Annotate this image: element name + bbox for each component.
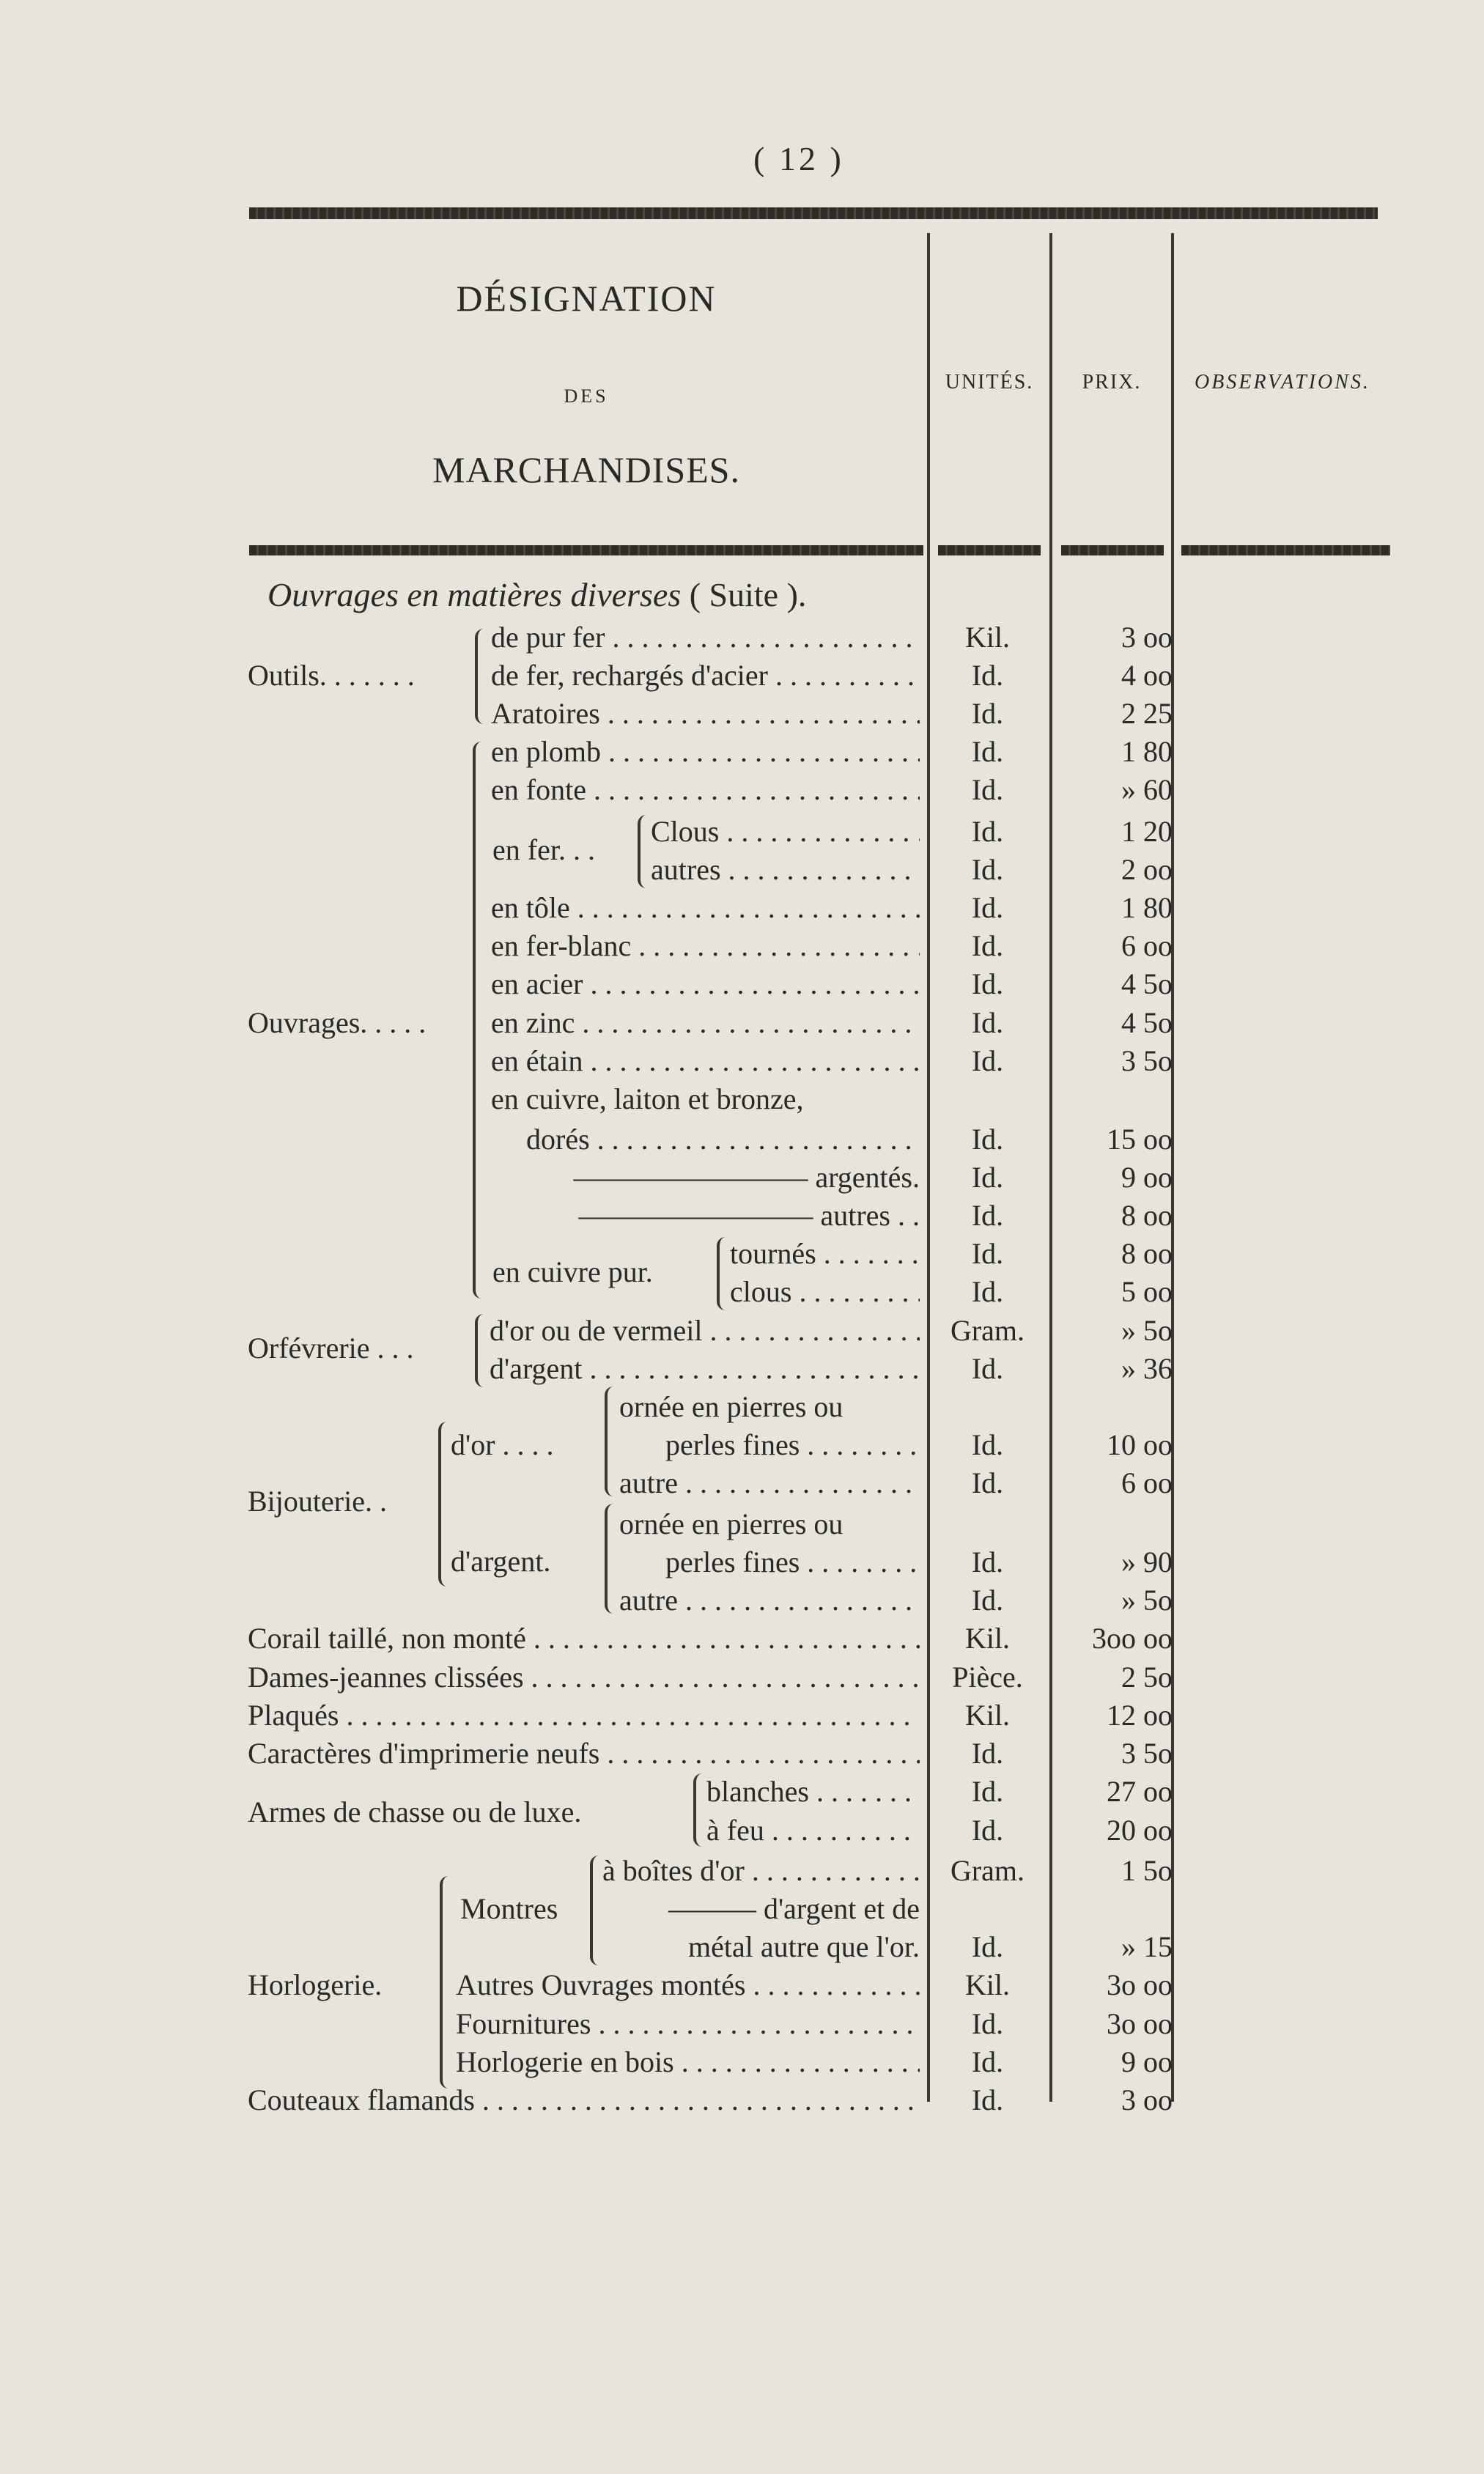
item-text: Caractères d'imprimerie neufs . . . xyxy=(248,1735,920,1772)
price-cell: 3o oo xyxy=(1107,2007,1173,2040)
table-row xyxy=(0,734,1484,770)
header-prix: PRIX. xyxy=(1082,371,1142,394)
price-cell: » 5o xyxy=(1121,1584,1173,1617)
table-row xyxy=(0,928,1484,964)
header-marchandises: MARCHANDISES. xyxy=(432,449,740,490)
item-text: Plaqués . . . xyxy=(248,1697,920,1734)
header-designation: DÉSIGNATION xyxy=(456,278,717,319)
unit-cell: Id. xyxy=(971,2045,1004,2078)
item-text: en tôle . . . xyxy=(491,890,920,926)
price-cell: 3 oo xyxy=(1121,621,1173,654)
unit-cell: Gram. xyxy=(950,1854,1025,1887)
unit-cell: Id. xyxy=(971,967,1004,1000)
unit-cell: Pièce. xyxy=(952,1661,1023,1694)
unit-cell: Kil. xyxy=(964,1699,1011,1732)
unit-cell: Id. xyxy=(971,1275,1004,1308)
table-row xyxy=(0,1427,1484,1463)
item-text: en cuivre, laiton et bronze, xyxy=(491,1082,804,1115)
item-text: ornée en pierres ou xyxy=(619,1390,843,1423)
item-text: autre . . . xyxy=(619,1465,920,1502)
table-row xyxy=(0,2082,1484,2119)
item-text: en étain . . . xyxy=(491,1043,920,1079)
group-label-en-fer: en fer. . . xyxy=(492,833,595,866)
item-text: perles fines . . . xyxy=(665,1427,920,1463)
price-cell: 15 oo xyxy=(1107,1123,1173,1156)
unit-cell: Id. xyxy=(971,2083,1004,2116)
unit-cell: Id. xyxy=(971,1006,1004,1039)
item-text: d'argent . . . xyxy=(490,1351,920,1387)
item-text: autre . . . xyxy=(619,1582,920,1619)
section-suffix: ( Suite ). xyxy=(689,576,807,613)
table-row xyxy=(0,966,1484,1002)
price-cell: 9 oo xyxy=(1121,1161,1173,1194)
price-cell: 4 5o xyxy=(1121,1006,1173,1039)
unit-cell: Id. xyxy=(971,1775,1004,1808)
price-cell: 6 oo xyxy=(1121,1466,1173,1499)
group-label-d-argent: d'argent. xyxy=(451,1545,551,1578)
item-text: perles fines . . . xyxy=(665,1544,920,1581)
price-cell: 2 oo xyxy=(1121,853,1173,886)
group-label-ouvrages: Ouvrages. . . . . xyxy=(248,1006,427,1039)
group-label-montres: Montres xyxy=(460,1892,558,1925)
item-text: Couteaux flamands . . . xyxy=(248,2082,920,2119)
unit-cell: Id. xyxy=(971,1546,1004,1578)
group-label-orfevrerie: Orfévrerie . . . xyxy=(248,1332,414,1365)
price-cell: 3 5o xyxy=(1121,1737,1173,1770)
unit-cell: Id. xyxy=(971,697,1004,730)
price-cell: 6 oo xyxy=(1121,929,1173,962)
table-row xyxy=(0,1544,1484,1581)
price-cell: 27 oo xyxy=(1107,1775,1173,1808)
item-text: ———————— autres . . xyxy=(578,1199,920,1232)
table-row xyxy=(0,1773,1484,1810)
unit-cell: Id. xyxy=(971,1428,1004,1461)
unit-cell: Kil. xyxy=(964,1968,1011,2001)
table-row xyxy=(0,1197,1484,1234)
unit-cell: Id. xyxy=(971,1123,1004,1156)
table-row xyxy=(0,1159,1484,1196)
item-text: clous . . . xyxy=(730,1274,920,1310)
price-cell: 4 5o xyxy=(1121,967,1173,1000)
table-row xyxy=(0,813,1484,850)
table-row xyxy=(0,1005,1484,1041)
item-text: Horlogerie en bois . . . xyxy=(456,2044,920,2080)
table-row xyxy=(0,1351,1484,1387)
item-text: à feu . . . xyxy=(706,1812,920,1849)
item-text: en zinc . . . xyxy=(491,1005,920,1041)
price-cell: 2 5o xyxy=(1121,1661,1173,1694)
price-cell: » 36 xyxy=(1121,1352,1173,1385)
item-text: en plomb . . . xyxy=(491,734,920,770)
item-text: ——— d'argent et de xyxy=(668,1892,920,1925)
header-unites: UNITÉS. xyxy=(945,371,1034,394)
item-text: d'or ou de vermeil . . . xyxy=(490,1312,920,1349)
group-label-horlogerie: Horlogerie. xyxy=(248,1968,383,2001)
table-row xyxy=(0,1967,1484,2004)
group-label-bijouterie: Bijouterie. . xyxy=(248,1485,387,1518)
price-cell: 8 oo xyxy=(1121,1199,1173,1232)
unit-cell: Id. xyxy=(971,1237,1004,1270)
price-cell: » 90 xyxy=(1121,1546,1173,1578)
unit-cell: Id. xyxy=(971,773,1004,806)
table-row xyxy=(0,2044,1484,2080)
header-rule xyxy=(1181,545,1390,555)
table-row xyxy=(0,772,1484,808)
table-row xyxy=(0,1312,1484,1349)
header-rule xyxy=(1061,545,1164,555)
group-label-d-or: d'or . . . . xyxy=(451,1428,554,1461)
price-cell: 2 25 xyxy=(1121,697,1173,730)
table-row xyxy=(0,852,1484,888)
table-row xyxy=(0,1236,1484,1272)
header-observations: OBSERVATIONS. xyxy=(1195,371,1370,394)
table-row xyxy=(0,1506,1484,1543)
unit-cell: Id. xyxy=(971,929,1004,962)
unit-cell: Id. xyxy=(971,735,1004,768)
item-text: ———————— argentés. xyxy=(573,1161,920,1194)
unit-cell: Id. xyxy=(971,1352,1004,1385)
item-text: ornée en pierres ou xyxy=(619,1507,843,1540)
header-des: DES xyxy=(564,385,609,407)
item-text: Fournitures . . . xyxy=(456,2006,920,2042)
item-text: en fonte . . . xyxy=(491,772,920,808)
price-cell: 12 oo xyxy=(1107,1699,1173,1732)
item-text: de pur fer . . . xyxy=(491,619,920,656)
item-text: Autres Ouvrages montés . . . xyxy=(456,1967,920,2004)
unit-cell: Id. xyxy=(971,1044,1004,1077)
price-cell: » 60 xyxy=(1121,773,1173,806)
unit-cell: Id. xyxy=(971,853,1004,886)
price-cell: 5 oo xyxy=(1121,1275,1173,1308)
item-text: métal autre que l'or. xyxy=(688,1930,920,1963)
item-text: autres . . . xyxy=(651,852,920,888)
item-text: tournés . . . xyxy=(730,1236,920,1272)
unit-cell: Kil. xyxy=(964,1622,1011,1655)
item-text: en fer-blanc . . . xyxy=(491,928,920,964)
header-rule xyxy=(249,545,923,555)
section-title xyxy=(267,575,806,614)
unit-cell: Id. xyxy=(971,1466,1004,1499)
price-cell: 1 5o xyxy=(1121,1854,1173,1887)
unit-cell: Id. xyxy=(971,1199,1004,1232)
price-cell: 3 oo xyxy=(1121,2083,1173,2116)
table-row xyxy=(0,1620,1484,1657)
table-row xyxy=(0,1121,1484,1158)
price-cell: 10 oo xyxy=(1107,1428,1173,1461)
price-cell: 1 80 xyxy=(1121,891,1173,924)
table-row xyxy=(0,2006,1484,2042)
table-row xyxy=(0,1274,1484,1310)
price-cell: 3oo oo xyxy=(1092,1622,1173,1655)
table-row xyxy=(0,1465,1484,1502)
table-row xyxy=(0,657,1484,694)
table-row xyxy=(0,1697,1484,1734)
table-row xyxy=(0,1389,1484,1425)
unit-cell: Id. xyxy=(971,1584,1004,1617)
price-cell: 3o oo xyxy=(1107,1968,1173,2001)
item-text: de fer, rechargés d'acier . . . xyxy=(491,657,920,694)
price-cell: » 5o xyxy=(1121,1314,1173,1347)
table-row xyxy=(0,1659,1484,1696)
table-row xyxy=(0,1929,1484,1965)
group-label-armes: Armes de chasse ou de luxe. xyxy=(248,1795,582,1828)
table-row xyxy=(0,890,1484,926)
table-row xyxy=(0,1853,1484,1889)
price-cell: 9 oo xyxy=(1121,2045,1173,2078)
group-label-outils: Outils. . . . . . . xyxy=(248,659,415,692)
item-text: à boîtes d'or . . . xyxy=(602,1853,920,1889)
unit-cell: Id. xyxy=(971,891,1004,924)
unit-cell: Id. xyxy=(971,1737,1004,1770)
table-row xyxy=(0,1891,1484,1927)
unit-cell: Kil. xyxy=(964,621,1011,654)
unit-cell: Gram. xyxy=(950,1314,1025,1347)
table-row xyxy=(0,619,1484,656)
top-rule xyxy=(249,207,1378,219)
page-number: ( 12 ) xyxy=(753,140,844,177)
unit-cell: Id. xyxy=(971,1161,1004,1194)
price-cell: 1 80 xyxy=(1121,735,1173,768)
unit-cell: Id. xyxy=(971,659,1004,692)
group-label-en-cuivre-pur: en cuivre pur. xyxy=(492,1255,653,1288)
table-row xyxy=(0,1081,1484,1118)
header-rule xyxy=(938,545,1041,555)
price-cell: 4 oo xyxy=(1121,659,1173,692)
item-text: Dames-jeannes clissées . . . xyxy=(248,1659,920,1696)
price-cell: 1 20 xyxy=(1121,815,1173,848)
table-row xyxy=(0,1582,1484,1619)
price-cell: 8 oo xyxy=(1121,1237,1173,1270)
table-row xyxy=(0,1812,1484,1849)
item-text: blanches . . . xyxy=(706,1773,920,1810)
item-text: Clous . . . xyxy=(651,813,920,850)
item-text: dorés . . . xyxy=(526,1121,920,1158)
price-cell: 3 5o xyxy=(1121,1044,1173,1077)
unit-cell: Id. xyxy=(971,1814,1004,1847)
price-cell: 20 oo xyxy=(1107,1814,1173,1847)
unit-cell: Id. xyxy=(971,1930,1004,1963)
table-row xyxy=(0,1735,1484,1772)
table-row xyxy=(0,1043,1484,1079)
price-cell: » 15 xyxy=(1121,1930,1173,1963)
unit-cell: Id. xyxy=(971,815,1004,848)
item-text: Corail taillé, non monté . . . xyxy=(248,1620,920,1657)
item-text: Aratoires . . . xyxy=(491,695,920,732)
table-row xyxy=(0,695,1484,732)
item-text: en acier . . . xyxy=(491,966,920,1002)
unit-cell: Id. xyxy=(971,2007,1004,2040)
section-title-text: Ouvrages en matières diverses xyxy=(267,576,682,613)
